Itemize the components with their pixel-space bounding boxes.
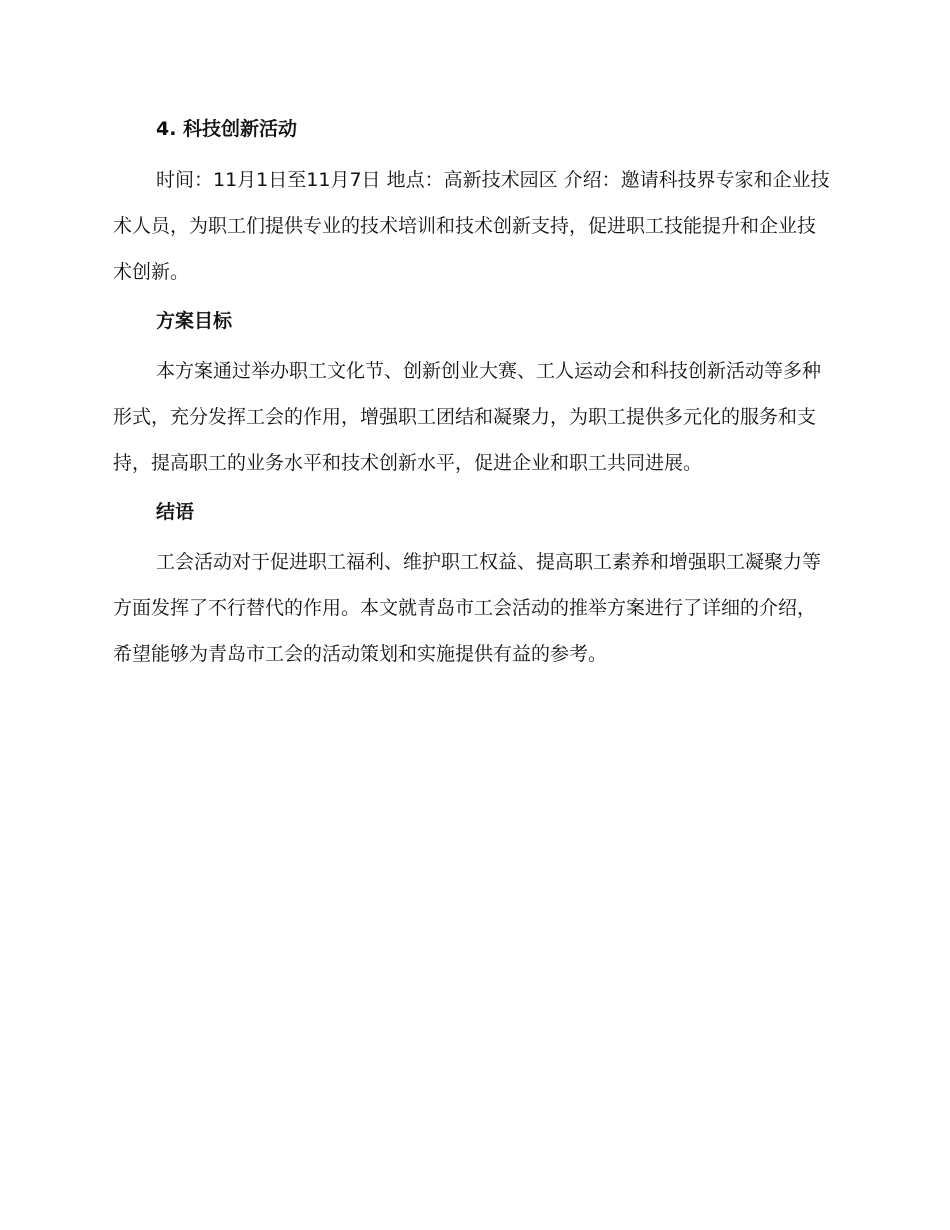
section-heading-plan-goals: 方案目标 (156, 310, 233, 332)
section-paragraph-tech-innovation: 时间：11月1日至11月7日 地点：高新技术园区 介绍：邀请科技界专家和企业技术人员，为职工们提供专业的技术培训和技术创新支持，促进职工技能提升和企业技术创新。 (113, 169, 830, 283)
section-paragraph-plan-goals: 本方案通过举办职工文化节、创新创业大赛、工人运动会和科技创新活动等多种形式，充分发挥工会的作用，增强职工团结和凝聚力，为职工提供多元化的服务和支持，提高职工的业务水平和技术创新水平，促进企业和职工共同进展。 (113, 360, 822, 474)
document-body (113, 110, 833, 677)
section-heading-tech-innovation: 4. 科技创新活动 (156, 118, 298, 140)
section-paragraph-conclusion: 工会活动对于促进职工福利、维护职工权益、提高职工素养和增强职工凝聚力等方面发挥了不行替代的作用。本文就青岛市工会活动的推举方案进行了详细的介绍，希望能够为青岛市工会的活动策划和实施提供有益的参考。 (113, 551, 822, 665)
section-heading-conclusion: 结语 (156, 501, 195, 523)
